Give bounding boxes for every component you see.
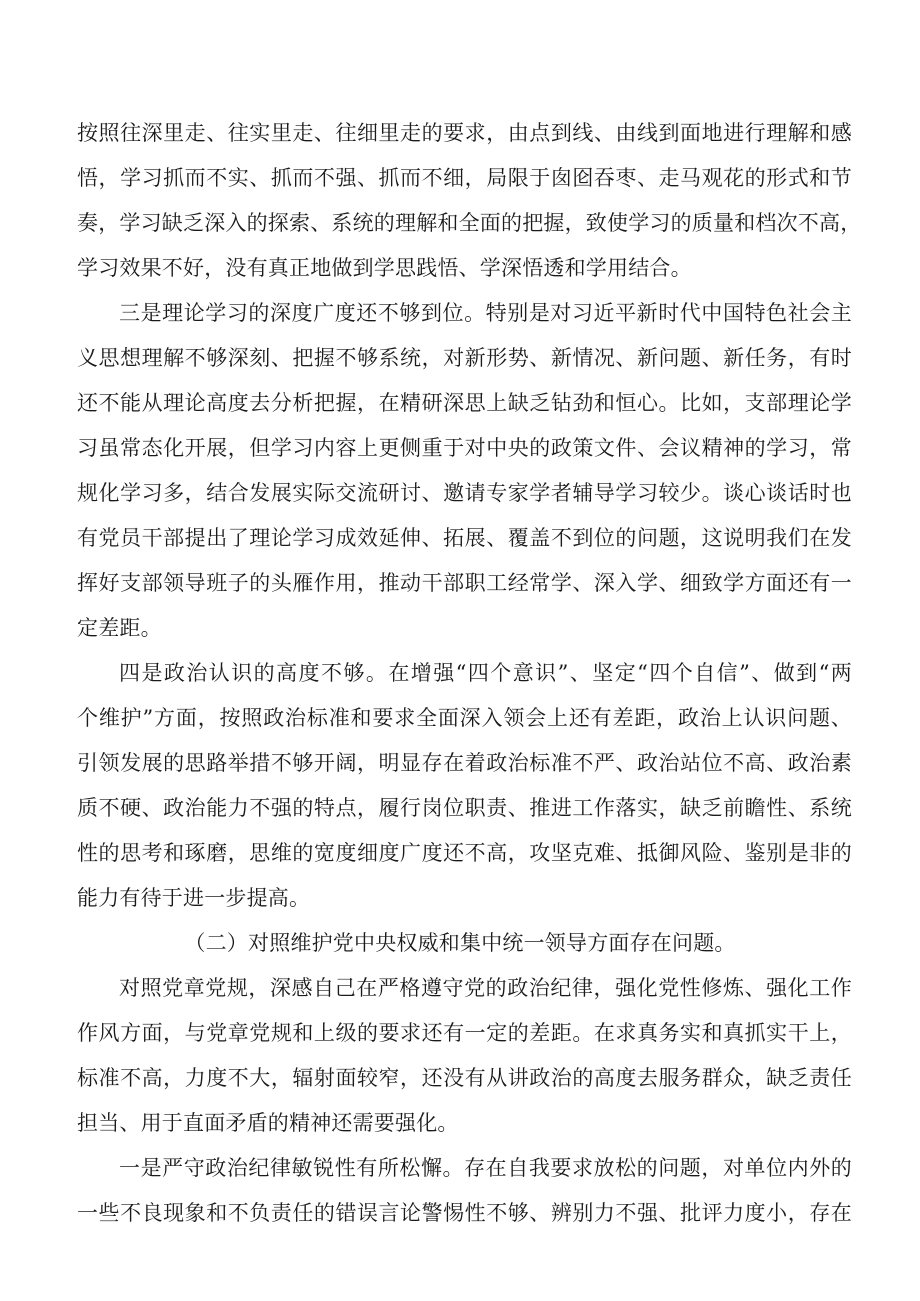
paragraph-line: 义思想理解不够深刻、把握不够系统，对新形势、新情况、新问题、新任务，有时: [77, 346, 852, 370]
paragraph-line: 对照党章党规，深感自己在严格遵守党的政治纪律，强化党性修炼、强化工作: [119, 976, 852, 1000]
paragraph-line: 作风方面，与党章党规和上级的要求还有一定的差距。在求真务实和真抓实干上，: [77, 1021, 852, 1045]
paragraph-line: 能力有待于进一步提高。: [77, 886, 311, 910]
paragraph-line: 悟，学习抓而不实、抓而不强、抓而不细，局限于囱囵吞枣、走马观花的形式和节: [77, 166, 852, 190]
paragraph-line: 按照往深里走、往实里走、往细里走的要求，由点到线、由线到面地进行理解和感: [77, 121, 852, 145]
paragraph-line: 挥好支部领导班子的头雁作用，推动干部职工经常学、深入学、细致学方面还有一: [77, 571, 852, 595]
paragraph-line: 三是理论学习的深度广度还不够到位。特别是对习近平新时代中国特色社会主: [119, 301, 852, 325]
paragraph-line: 引领发展的思路举措不够开阔，明显存在着政治标准不严、政治站位不高、政治素: [77, 751, 852, 775]
paragraph-line: 还不能从理论高度去分析把握，在精研深思上缺乏钻劲和恒心。比如，支部理论学: [77, 391, 852, 415]
paragraph-line: 性的思考和琢磨，思维的宽度细度广度还不高，攻坚克难、抵御风险、鉴别是非的: [77, 841, 852, 865]
paragraph-line: 标准不高，力度不大，辐射面较窄，还没有从讲政治的高度去服务群众，缺乏责任: [77, 1066, 852, 1090]
paragraph-line: 一些不良现象和不负责任的错误言论警惕性不够、辨别力不强、批评力度小，存在: [77, 1201, 852, 1225]
paragraph-line: 一是严守政治纪律敏锐性有所松懈。存在自我要求放松的问题，对单位内外的: [119, 1156, 852, 1180]
paragraph-line: 奏，学习缺乏深入的探索、系统的理解和全面的把握，致使学习的质量和档次不高，: [77, 211, 862, 235]
paragraph-line: 有党员干部提出了理论学习成效延伸、拓展、覆盖不到位的问题，这说明我们在发: [77, 526, 852, 550]
paragraph-line: 个维护”方面，按照政治标准和要求全面深入领会上还有差距，政治上认识问题、: [77, 706, 852, 730]
section-heading: （二）对照维护党中央权威和集中统一领导方面存在问题。: [184, 931, 736, 955]
paragraph-line: 定差距。: [77, 616, 162, 640]
paragraph-line: 四是政治认识的高度不够。在增强“四个意识”、坚定“四个自信”、做到“两: [119, 661, 852, 685]
paragraph-line: 规化学习多，结合发展实际交流研讨、邀请专家学者辅导学习较少。谈心谈话时也: [77, 481, 852, 505]
paragraph-line: 担当、用于直面矛盾的精神还需要强化。: [77, 1111, 459, 1135]
paragraph-line: 习虽常态化开展，但学习内容上更侧重于对中央的政策文件、会议精神的学习，常: [77, 436, 852, 460]
paragraph-line: 质不硬、政治能力不强的特点，履行岗位职责、推进工作落实，缺乏前瞻性、系统: [77, 796, 852, 820]
paragraph-line: 学习效果不好，没有真正地做到学思践悟、学深悟透和学用结合。: [77, 256, 692, 280]
